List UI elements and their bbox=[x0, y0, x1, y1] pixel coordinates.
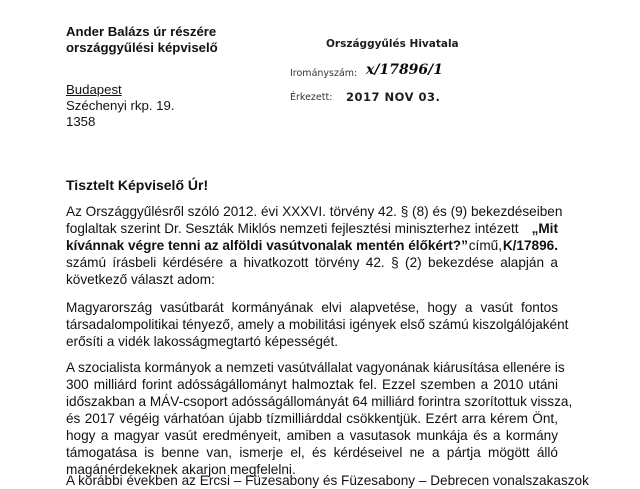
paragraph-3-line-7: magánérdekeknek akarjon megfelelni. bbox=[66, 462, 296, 477]
addressee-city: Budapest bbox=[66, 82, 122, 97]
paragraph-1-line-2 bbox=[66, 220, 558, 237]
stamp-office: Országgyűlés Hivatala bbox=[326, 38, 459, 50]
paragraph-3-line-2: 300 milliárd forint adósságállományt halmoztak fel. Ezzel szemben a 2010 utáni bbox=[66, 377, 558, 392]
stamp-reg-label: Irományszám: bbox=[290, 68, 358, 79]
paragraph-1-line-1: Az Országgyűlésről szóló 2012. évi XXXVI. törvény 42. § (8) és (9) bekezdéseiben bbox=[66, 204, 563, 219]
addressee-postcode: 1358 bbox=[66, 114, 96, 129]
addressee-street: Széchenyi rkp. 19. bbox=[66, 98, 175, 113]
paragraph-2-line-1: Magyarország vasútbarát kormányának elvi alapvetése, hogy a vasút fontos bbox=[66, 300, 558, 315]
stamp-reg-number: x/17896/1 bbox=[366, 62, 444, 78]
question-title-start: „Mit bbox=[531, 221, 558, 236]
paragraph-4-line-1: A korábbi években az Ercsi – Füzesabony és Füzesabony – Debrecen vonalszakaszok bbox=[66, 473, 589, 488]
paragraph-3-line-1: A szocialista kormányok a nemzeti vasútvállalat vagyonának kiárusítása ellenére is bbox=[66, 360, 565, 375]
question-number: K/17896. bbox=[502, 238, 558, 253]
stamp-received-label: Érkezett: bbox=[290, 92, 333, 103]
question-title: kívánnak végre tenni az alföldi vasútvonalak mentén élőkért?” bbox=[66, 238, 468, 253]
paragraph-1-line-4: számú írásbeli kérdésére a hivatkozott törvény 42. § (2) bekezdése alapján a bbox=[66, 255, 558, 270]
paragraph-3-line-6: támogatása is benne van, ismerje el, és kérdéseivel ne a pártja mögött álló bbox=[66, 445, 558, 460]
paragraph-2-line-3: erősíti a vidék lakosságmegtartó képességét. bbox=[66, 334, 339, 349]
paragraph-1-cimu: című, bbox=[468, 238, 502, 253]
paragraph-1-line-5: következő választ adom: bbox=[66, 272, 215, 287]
paragraph-3-line-3: időszakban a MÁV-csoport adósságállományát 64 milliárd forintra szorítottuk vissza, bbox=[66, 394, 573, 409]
paragraph-1-line-3 bbox=[66, 237, 558, 254]
addressee-title: országgyűlési képviselő bbox=[66, 40, 218, 55]
paragraph-3-line-4: és 2017 végéig várhatóan újabb tízmilliárddal csökkentjük. Ezért arra kérem Önt, bbox=[66, 411, 558, 426]
paragraph-2-line-2: társadalompolitikai tényező, amely a mobilitási igények első számú kiszolgálójaként bbox=[66, 317, 569, 332]
addressee-name: Ander Balázs úr részére bbox=[66, 24, 217, 39]
paragraph-1-line-2-text: foglaltak szerint Dr. Seszták Miklós nemzeti fejlesztési miniszterhez intézett bbox=[66, 221, 519, 236]
stamp-received-date: 2017 NOV 03. bbox=[346, 90, 441, 104]
salutation: Tisztelt Képviselő Úr! bbox=[66, 177, 209, 193]
paragraph-3-line-5: hogy a magyar vasút eredményeit, amiben a vasutasok munkája és a kormány bbox=[66, 428, 558, 443]
